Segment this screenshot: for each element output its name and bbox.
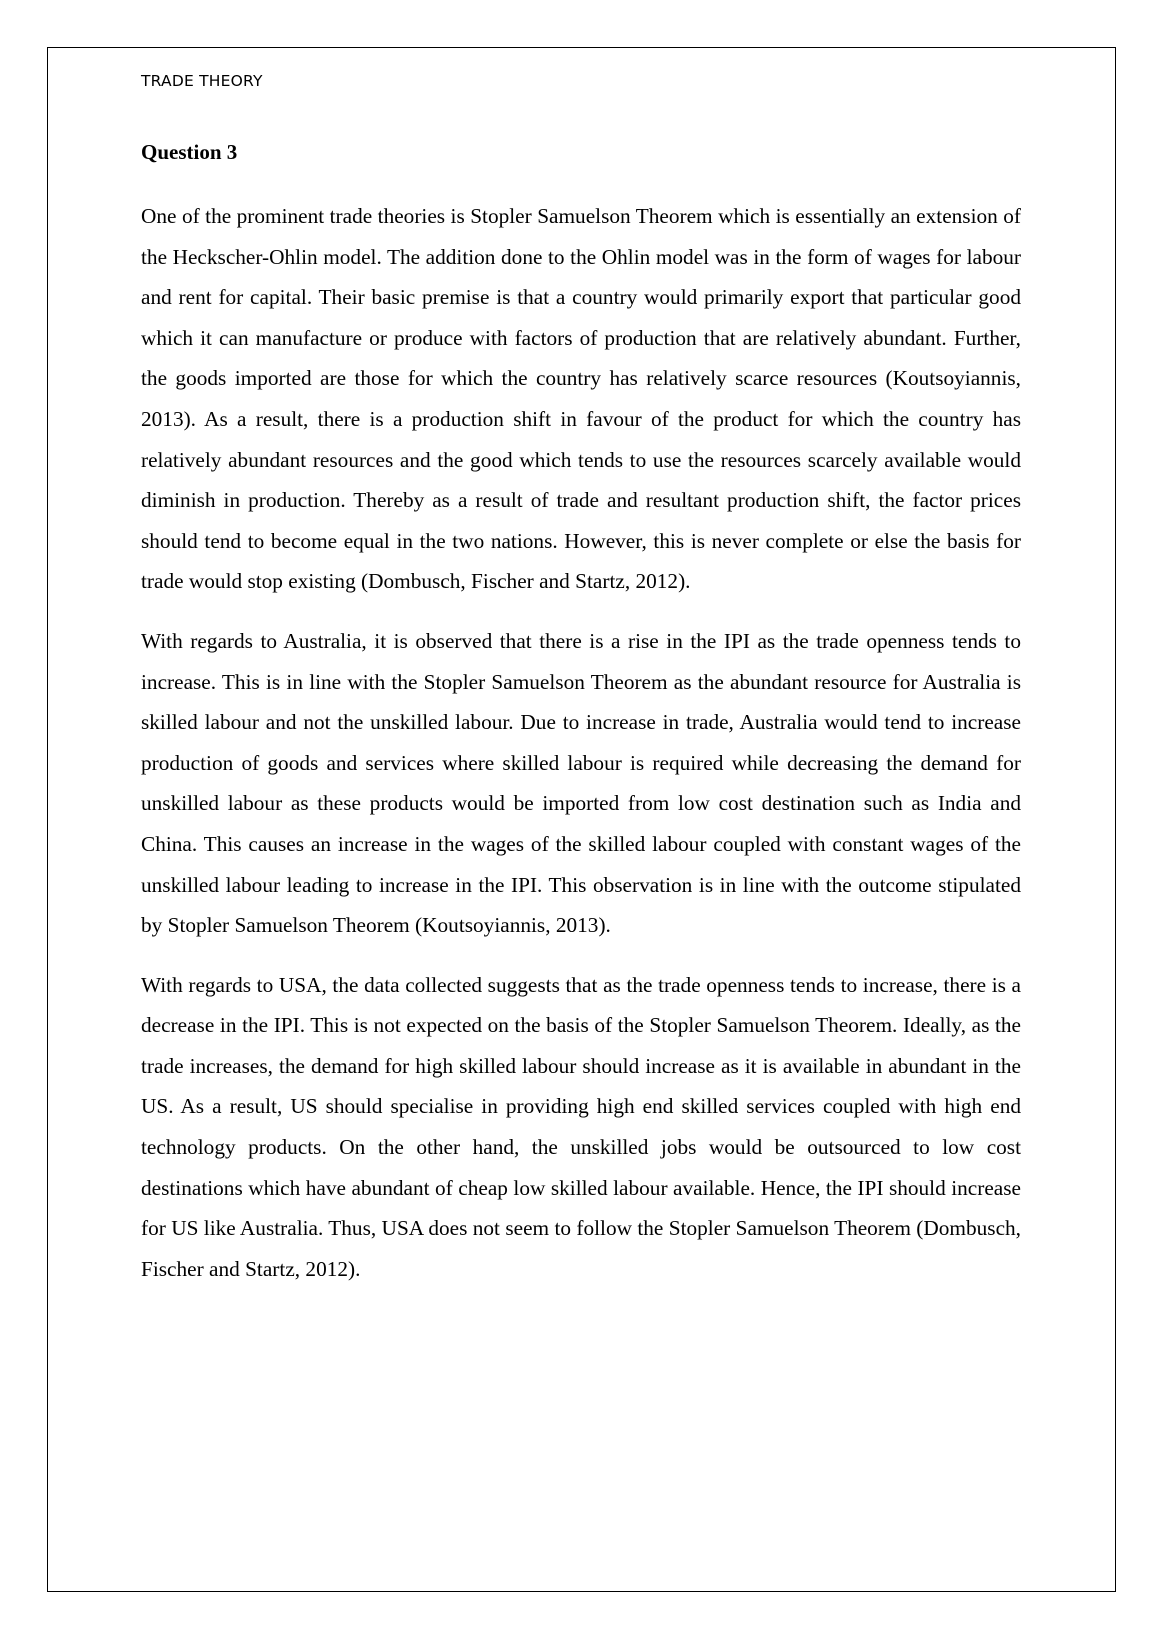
question-heading: Question 3 xyxy=(141,140,238,164)
paragraph-usa: With regards to USA, the data collected suggests that as the trade openness tends to increase, there is a decrease in the IPI. This is not expected on the basis of the Stopler Samuelson Theorem. Ideally, as the trade increases, the demand for high skilled labour should increase as it is available in abundant in the US. As a result, US should specialise in providing high end skilled services coupled with high end technology products. On the other hand, the unskilled jobs would be outsourced to low cost destinations which have abundant of cheap low skilled labour available. Hence, the IPI should increase for US like Australia. Thus, USA does not seem to follow the Stopler Samuelson Theorem (Dombusch, Fischer and Startz, 2012). xyxy=(141,972,1021,1281)
body-text xyxy=(141,196,1021,1308)
paragraph-australia: With regards to Australia, it is observed that there is a rise in the IPI as the trade openness tends to increase. This is in line with the Stopler Samuelson Theorem as the abundant resource for Australia is skilled labour and not the unskilled labour. Due to increase in trade, Australia would tend to increase production of goods and services where skilled labour is required while decreasing the demand for unskilled labour as these products would be imported from low cost destination such as India and China. This causes an increase in the wages of the skilled labour coupled with constant wages of the unskilled labour leading to increase in the IPI. This observation is in line with the outcome stipulated by Stopler Samuelson Theorem (Koutsoyiannis, 2013). xyxy=(141,628,1021,938)
running-header: TRADE THEORY xyxy=(141,72,263,90)
paragraph-stolper-samuelson-intro: One of the prominent trade theories is Stopler Samuelson Theorem which is essentially an extension of the Heckscher-Ohlin model. The addition done to the Ohlin model was in the form of wages for labour and rent for capital. Their basic premise is that a country would primarily export that particular good which it can manufacture or produce with factors of production that are relatively abundant. Further, the goods imported are those for which the country has relatively scarce resources (Koutsoyiannis, 2013). As a result, there is a production shift in favour of the product for which the country has relatively abundant resources and the good which tends to use the resources scarcely available would diminish in production. Thereby as a result of trade and resultant production shift, the factor prices should tend to become equal in the two nations. However, this is never complete or else the basis for trade would stop existing (Dombusch, Fischer and Startz, 2012). xyxy=(141,204,1021,594)
